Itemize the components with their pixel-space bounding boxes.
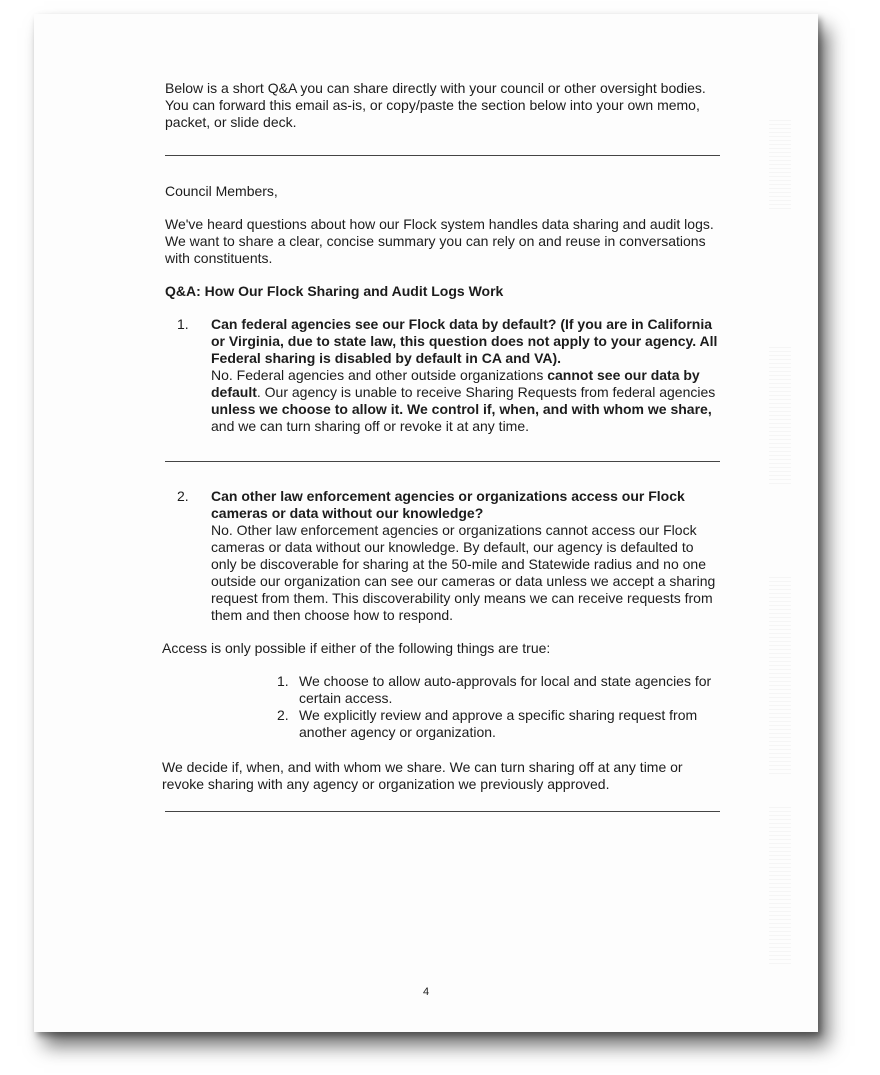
list-item xyxy=(277,707,720,741)
section-divider xyxy=(165,155,720,156)
scan-noise xyxy=(769,574,791,774)
answer-text: No. Federal agencies and other outside organizations cannot see our data by default. Our agency is unable to receive Sharing Requests from federal agencies unless we choose to allow it. We control if, when, and with whom we share, and we can turn sharing off or revoke it at any time. xyxy=(211,367,716,434)
answer-text: No. Other law enforcement agencies or organizations cannot access our Flock cameras or data without our knowledge. By default, our agency is defaulted to only be discoverable for sharing at the 50-mile and Statewide radius and no one outside our organization can see our cameras or data unless we accept a sharing request from them. This discoverability only means we can receive requests from them and then choose how to respond. xyxy=(211,522,716,623)
greeting: Council Members, xyxy=(165,183,278,199)
closing-paragraph: We decide if, when, and with whom we share. We can turn sharing off at any time or revoke sharing with any agency or organization we previously approved. xyxy=(162,759,683,792)
document-body xyxy=(162,80,720,812)
question-body xyxy=(211,316,720,435)
section-divider xyxy=(165,461,720,462)
document-page xyxy=(34,14,818,1032)
intro-paragraph: Below is a short Q&A you can share directly with your council or other oversight bodies. You can forward this email as-is, or copy/paste the section below into your own memo, packet, or slide deck. xyxy=(165,80,706,130)
qa-heading: Q&A: How Our Flock Sharing and Audit Logs Work xyxy=(165,283,504,299)
question-item xyxy=(165,488,720,624)
question-title: Can other law enforcement agencies or organizations access our Flock cameras or data without our knowledge? xyxy=(211,488,685,521)
list-text: We choose to allow auto-approvals for local and state agencies for certain access. xyxy=(299,673,712,706)
list-text: We explicitly review and approve a specific sharing request from another agency or organization. xyxy=(299,707,698,740)
question-number: 1. xyxy=(177,316,189,332)
access-intro: Access is only possible if either of the following things are true: xyxy=(162,640,551,656)
question-number: 2. xyxy=(177,488,189,504)
question-body xyxy=(211,488,720,624)
conditions-list xyxy=(165,673,720,741)
list-number: 2. xyxy=(277,707,289,723)
section-divider xyxy=(165,811,720,812)
scan-noise xyxy=(769,804,791,964)
list-number: 1. xyxy=(277,673,289,689)
question-item xyxy=(165,316,720,435)
list-item xyxy=(277,673,720,707)
scan-noise xyxy=(769,119,791,209)
body-paragraph: We've heard questions about how our Flock system handles data sharing and audit logs. We want to share a clear, concise summary you can rely on and reuse in conversations with constituents. xyxy=(165,216,714,266)
scan-noise xyxy=(769,344,791,484)
page-number: 4 xyxy=(422,986,430,998)
question-title: Can federal agencies see our Flock data by default? (If you are in California or Virginia, due to state law, this question does not apply to your agency. All Federal sharing is disabled by default in CA and VA). xyxy=(211,316,718,366)
